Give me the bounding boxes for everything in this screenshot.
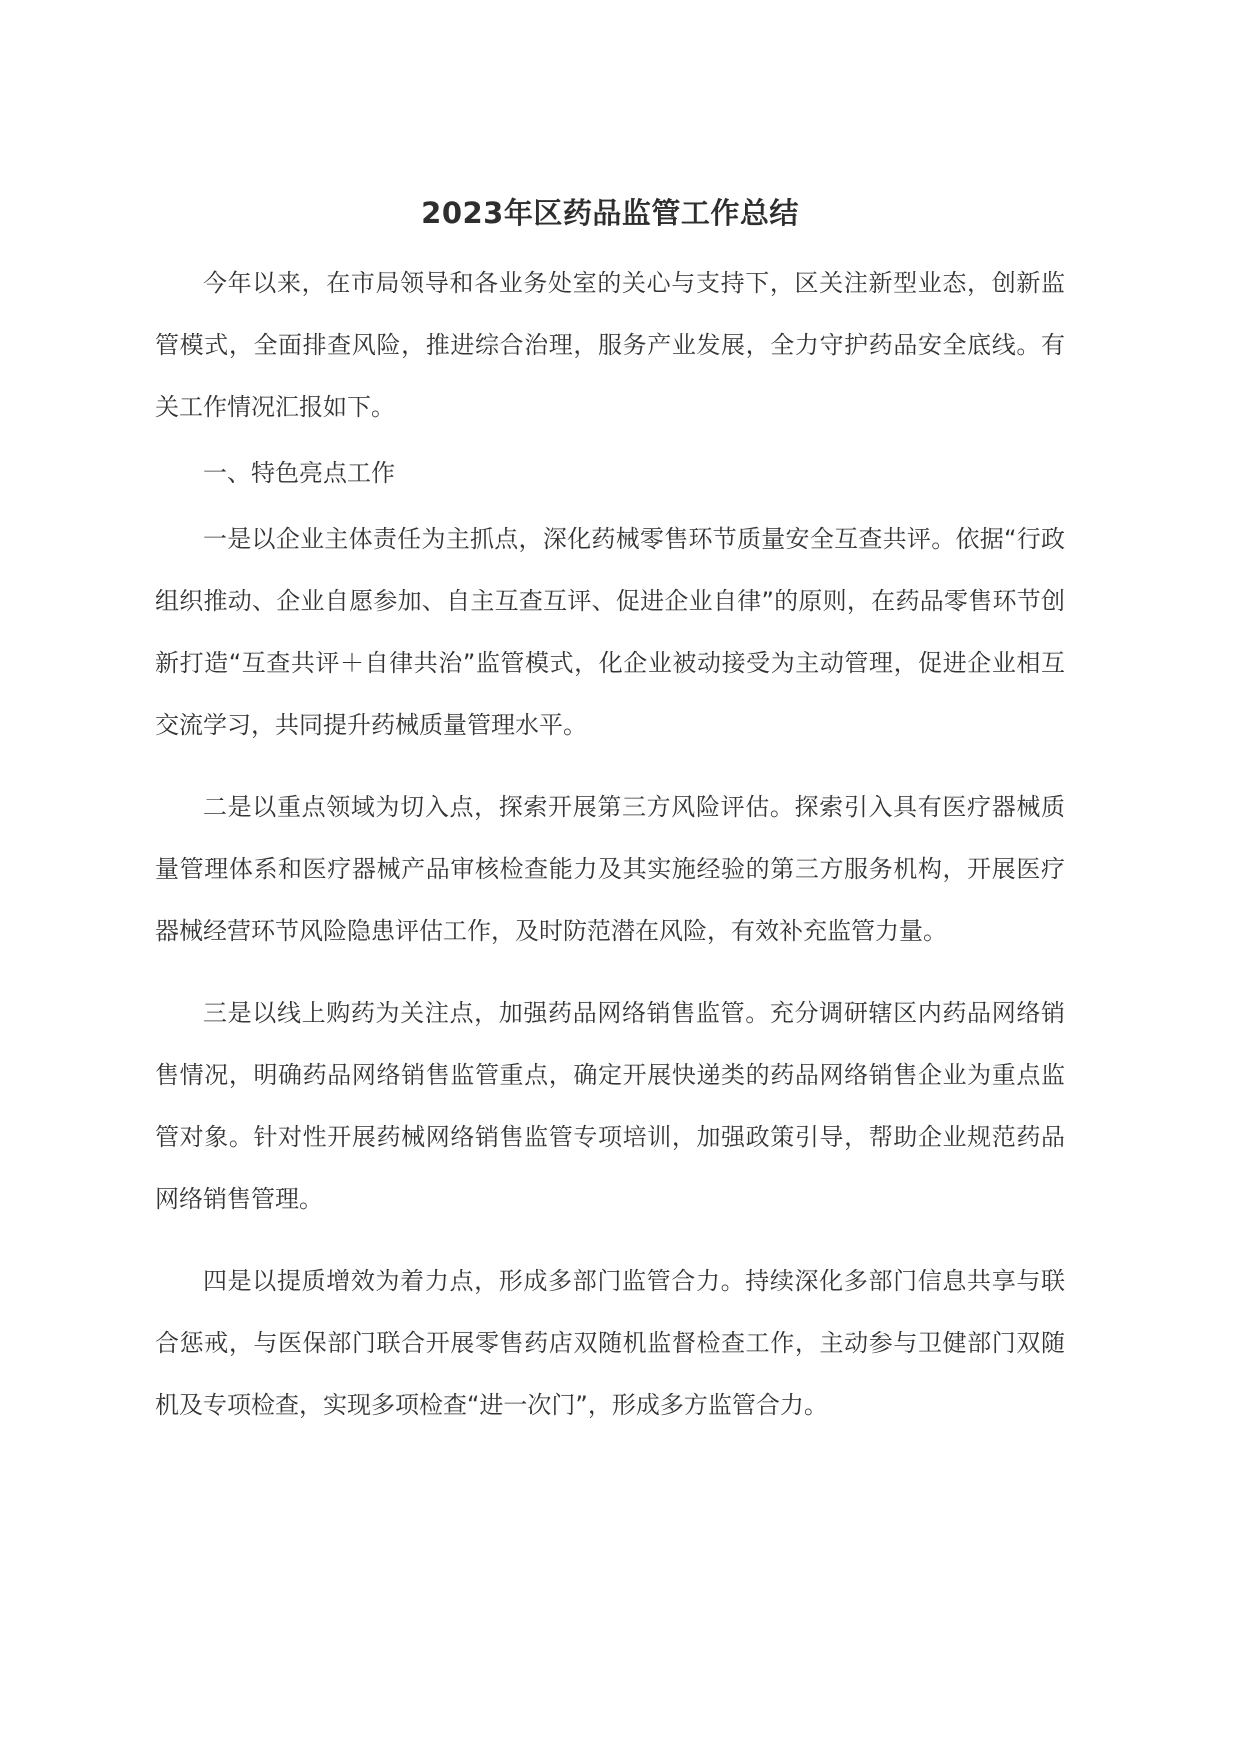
document-body — [155, 188, 1065, 1436]
paragraph-item-1: 一是以企业主体责任为主抓点，深化药械零售环节质量安全互查共评。依据“行政组织推动、企业自愿参加、自主互查互评、促进企业自律”的原则，在药品零售环节创新打造“互查共评＋自律共治”监管模式，化企业被动接受为主动管理，促进企业相互交流学习，共同提升药械质量管理水平。 — [155, 525, 1065, 739]
document-title: 2023年区药品监管工作总结 — [421, 196, 799, 230]
paragraph-item-2: 二是以重点领域为切入点，探索开展第三方风险评估。探索引入具有医疗器械质量管理体系和医疗器械产品审核检查能力及其实施经验的第三方服务机构，开展医疗器械经营环节风险隐患评估工作，及时防范潜在风险，有效补充监管力量。 — [155, 793, 1065, 945]
paragraph-item-3: 三是以线上购药为关注点，加强药品网络销售监管。充分调研辖区内药品网络销售情况，明确药品网络销售监管重点，确定开展快递类的药品网络销售企业为重点监管对象。针对性开展药械网络销售监管专项培训，加强政策引导，帮助企业规范药品网络销售管理。 — [155, 999, 1065, 1213]
section-heading: 一、特色亮点工作 — [203, 459, 395, 487]
paragraph-intro: 今年以来，在市局领导和各业务处室的关心与支持下，区关注新型业态，创新监管模式，全面排查风险，推进综合治理，服务产业发展，全力守护药品安全底线。有关工作情况汇报如下。 — [155, 269, 1065, 421]
paragraph-item-4: 四是以提质增效为着力点，形成多部门监管合力。持续深化多部门信息共享与联合惩戒，与医保部门联合开展零售药店双随机监督检查工作，主动参与卫健部门双随机及专项检查，实现多项检查“进一次门”，形成多方监管合力。 — [155, 1267, 1065, 1419]
